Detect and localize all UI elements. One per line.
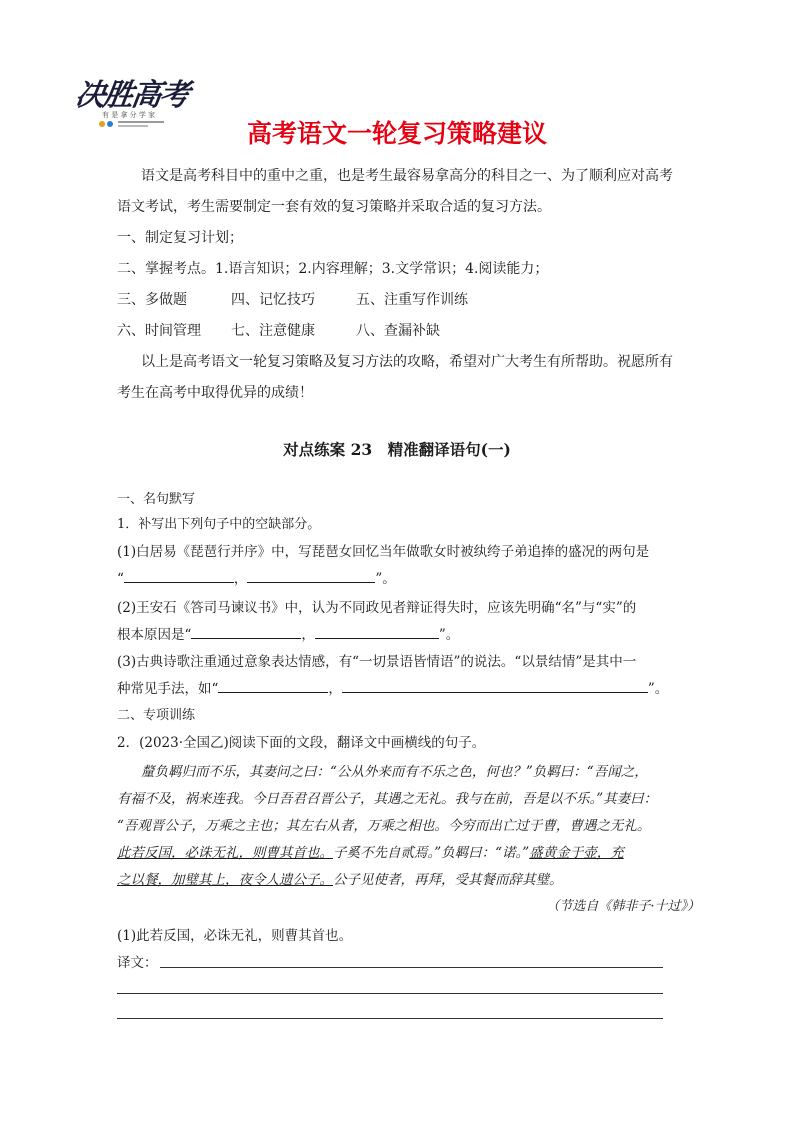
sub3-prefix: 种常见手法，如“ <box>117 681 219 697</box>
underlined-sentence-2-start: 盛黄金于壶，充 <box>529 845 624 861</box>
blank-2[interactable] <box>247 568 375 583</box>
logo-brand: 决胜高考 <box>73 78 190 113</box>
passage-line-2: 有福不及，祸来连我。今日吾君召晋公子，其遇之无礼。我与在前，吾是以不乐。”其妻曰： <box>117 791 658 807</box>
passage-text: 公子见使者，再拜，受其餐而辞其璧。 <box>333 872 563 888</box>
intro-item-6: 六、时间管理 <box>117 323 201 339</box>
passage-line-4 <box>117 843 624 863</box>
comma: ， <box>328 681 342 697</box>
q2-sub1: (1)此若反国，必诛无礼，则曹其首也。 <box>117 928 353 944</box>
passage-line-5 <box>117 870 563 890</box>
sub2-prefix: 根本原因是“ <box>117 627 192 643</box>
blank-6[interactable] <box>342 678 648 693</box>
blank-4[interactable] <box>315 624 439 639</box>
translation-label: 译文： <box>117 955 158 971</box>
section-title: 对点练案 23 精准翻译语句(一) <box>283 440 511 459</box>
part2-heading: 二、专项训练 <box>117 708 196 723</box>
intro-item-8: 八、查漏补缺 <box>356 323 440 339</box>
intro-item-7: 七、注意健康 <box>231 323 315 339</box>
blank-5[interactable] <box>218 678 328 693</box>
intro-item-2: 二、掌握考点。1.语言知识；2.内容理解；3.文学常识；4.阅读能力； <box>117 261 549 277</box>
answer-line-3[interactable] <box>117 1018 663 1019</box>
comma: ， <box>301 627 315 643</box>
underlined-sentence-2-end: 之以餐，加璧其上，夜令人遗公子。 <box>117 872 333 888</box>
underlined-sentence-1: 此若反国，必诛无礼，则曹其首也。 <box>117 845 333 861</box>
intro-item-4: 四、记忆技巧 <box>231 292 315 308</box>
intro-p1-line1: 语文是高考科目中的重中之重，也是考生最容易拿高分的科目之一、为了顺利应对高考 <box>141 168 673 184</box>
comma: ， <box>233 571 248 587</box>
intro-p2-line1: 以上是高考语文一轮复习策略及复习方法的攻略，希望对广大考生有所帮助。祝愿所有 <box>141 354 673 370</box>
page-title: 高考语文一轮复习策略建议 <box>246 119 547 148</box>
open-quote: “ <box>117 571 124 587</box>
close-quote: ”。 <box>647 681 669 697</box>
question-1: 1．补写出下列句子中的空缺部分。 <box>117 517 321 532</box>
q1-sub1-answer-line <box>117 568 396 589</box>
q1-sub3-text: (3)古典诗歌注重通过意象表达情感，有“一切景语皆情语”的说法。“以景结情”是其中一 <box>117 654 637 670</box>
passage-source: （节选自《韩非子·十过》） <box>546 899 700 914</box>
q1-sub3-answer-line <box>117 678 668 699</box>
intro-item-5: 五、注重写作训练 <box>356 292 468 308</box>
part1-heading: 一、名句默写 <box>117 492 196 507</box>
intro-item-1: 一、制定复习计划； <box>117 230 243 246</box>
intro-p1-line2: 语文考试，考生需要制定一套有效的复习策略并采取合适的复习方法。 <box>117 199 551 215</box>
passage-line-3: “吾观晋公子，万乘之主也；其左右从者，万乘之相也。今穷而出亡过于曹，曹遇之无礼。 <box>117 818 651 834</box>
question-2: 2．(2023·全国乙)阅读下面的文段，翻译文中画横线的句子。 <box>117 735 486 751</box>
answer-line-1[interactable] <box>160 967 663 968</box>
passage-text: 子奚不先自贰焉。”负羁曰：“诺。” <box>333 845 530 861</box>
answer-line-2[interactable] <box>117 993 663 994</box>
q1-sub1-text: (1)白居易《琵琶行并序》中，写琵琶女回忆当年做歌女时被纨绔子弟追捧的盛况的两句是 <box>117 544 650 560</box>
q1-sub2-answer-line <box>117 624 459 645</box>
intro-p2-line2: 考生在高考中取得优异的成绩！ <box>117 385 313 401</box>
blank-3[interactable] <box>191 624 301 639</box>
close-quote: ”。 <box>375 571 396 587</box>
logo-subtitle: 有 是 拿 分 学 家 <box>102 111 156 119</box>
q1-sub2-text: (2)王安石《答司马谏议书》中，认为不同政见者辩证得失时，应该先明确“名”与“实”的 <box>117 600 637 616</box>
blank-1[interactable] <box>124 568 234 583</box>
passage-line-1: 釐负羁归而不乐，其妻问之曰：“公从外来而有不乐之色，何也？”负羁曰：“吾闻之， <box>141 764 648 780</box>
intro-item-3: 三、多做题 <box>117 292 187 308</box>
close-quote: ”。 <box>438 627 460 643</box>
